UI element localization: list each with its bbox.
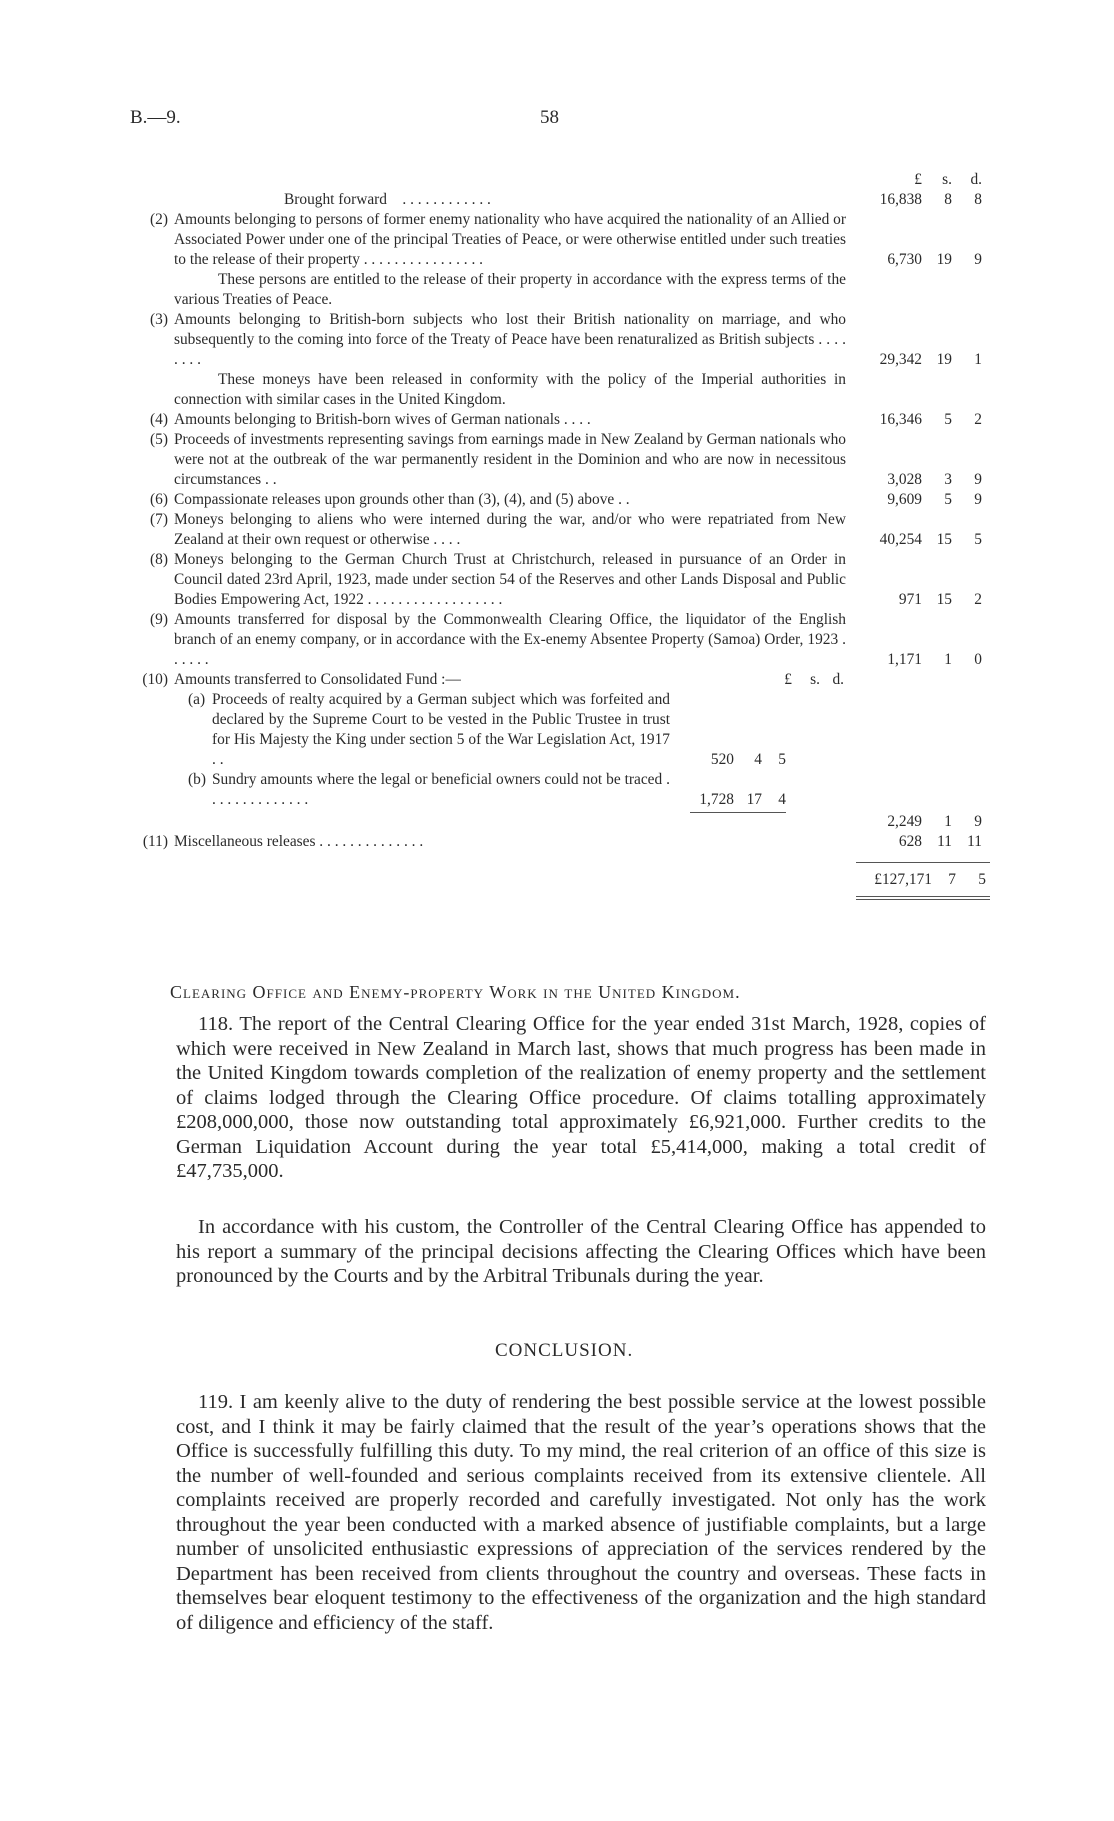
item-text: Miscellaneous releases . . . . . . . . . . . . . . [174,833,424,850]
item-note-text: These persons are entitled to the release of their property in accordance with the express terms of the various Treaties of Peace. [174,271,846,308]
item-number: (2) [150,211,168,228]
amount-shillings: 15 [936,591,952,608]
amount-shillings: 15 [936,531,952,548]
ledger-item [130,210,990,270]
amount-pounds: 16,838 [879,191,922,208]
ledger-item [130,490,990,510]
item-number: (8) [150,551,168,568]
section-heading-clearing-office: Clearing Office and Enemy-property Work in the United Kingdom. [170,982,741,1002]
item-number: (11) [142,833,168,850]
ledger-item-11 [130,832,990,852]
paragraph-118: 118. The report of the Central Clearing Office for the year ended 31st March, 1928, copies of which were received in New Zealand in March last, shows that much progress has been made in the United Kingdom towards completion of the realization of enemy property and the settlement of claims lodged through the Clearing Office procedure. Of claims totalling approximately £208,000,000, those now outstanding total approximately £6,921,000. Further credits to the German Liquidation Account during the year total £5,414,000, making a total credit of £47,735,000. [176,1013,986,1182]
amount-pounds: 1,171 [887,651,922,668]
amount-pence: 2 [974,411,982,428]
paragraph-119: 119. I am keenly alive to the duty of rendering the best possible service at the lowest possible cost, and I think it may be fairly claimed that the result of the year’s operations shows that the Office is successfully fulfilling this duty. To my mind, the real criterion of an office of this size is the number of well-founded and serious complaints received from its extensive clientele. All complaints received are properly recorded and carefully investigated. Not only has the work throughout the year been conducted with a marked absence of justifiable complaints, but a large number of unsolicited enthusiastic expressions of appreciation of the services rendered by the Department has been received from clients throughout the country and overseas. These facts in themselves bear eloquent testimony to the effectiveness of the organization and the high standard of diligence and efficiency of the staff. [176,1391,986,1634]
amount-shillings: 1 [944,813,952,830]
amount-pounds: 40,254 [879,531,922,548]
amount-shillings: 19 [936,251,952,268]
amount-pounds: 628 [898,833,922,850]
amount-pence: 2 [974,591,982,608]
subitem-text: Proceeds of realty acquired by a German subject which was forfeited and declared by the Supreme Court to be vested in the Public Trustee in trust for His Majesty the King under section 5 of the War Legislation Act, 1917 . . [212,691,670,768]
amount-pence: 9 [974,491,982,508]
leaders: . . . . . . . . . . . . [402,191,491,208]
item-number: (3) [150,311,168,328]
item-text: Moneys belonging to aliens who were interned during the war, and/or who were repatriated from New Zealand at their own request or otherwise . . . . [174,511,846,548]
subitem-a [188,690,990,770]
pence-heading: d. [970,171,982,188]
item-note [130,370,990,410]
page-number: 58 [540,107,559,128]
item-text: Amounts belonging to persons of former enemy nationality who have acquired the nationality of an Allied or Associated Power under one of the principal Treaties of Peace, or were otherwise entitled under such treaties to the release of their property . . . . . . . . . . . . . . . . [174,211,846,268]
total-shillings: 7 [948,871,956,888]
item-text: Compassionate releases upon grounds other than (3), (4), and (5) above . . [174,491,630,508]
amount-pounds: 9,609 [887,491,922,508]
total-rule-bottom-2 [856,899,990,900]
section-heading-conclusion: CONCLUSION. [495,1340,634,1361]
subitem-text: Sundry amounts where the legal or beneficial owners could not be traced . . . . . . . . . . . . . . [212,771,670,808]
subitem-pence: 5 [778,751,786,768]
amount-pounds: 3,028 [887,471,922,488]
amount-pounds: 2,249 [887,813,922,830]
amount-shillings: 5 [944,491,952,508]
amount-shillings: 5 [944,411,952,428]
brought-forward-label: Brought forward [284,191,388,208]
amount-pence: 9 [974,471,982,488]
total-pence: 5 [978,871,986,888]
item-text: Amounts belonging to British-born wives of German nationals . . . . [174,411,591,428]
item-10-total-row [130,810,990,832]
subitem-label: (a) [188,691,206,708]
item-number: (7) [150,511,168,528]
amount-pounds: 16,346 [879,411,922,428]
subitem-pounds: 520 [710,751,734,768]
brought-forward-row [130,190,990,210]
amount-pence: 11 [967,833,982,850]
subitem-pounds: 1,728 [699,791,734,808]
report-reference: B.—9. [130,107,181,128]
amount-pence: 5 [974,531,982,548]
ledger-item [130,430,990,490]
subitem-pence: 4 [778,791,786,808]
item-number: (9) [150,611,168,628]
total-rule-top [856,862,990,863]
amount-pence: 9 [974,251,982,268]
subitem-shillings: 17 [746,791,762,808]
amount-pounds: 971 [898,591,922,608]
paragraph-clearing-decisions: In accordance with his custom, the Controller of the Central Clearing Office has appended to his report a summary of the principal decisions affecting the Clearing Offices which have been pronounced by the Courts and by the Arbitral Tribunals during the year. [176,1216,986,1287]
item-number: (5) [150,431,168,448]
ledger-items [130,210,990,670]
pounds-heading: £ [914,171,922,188]
amount-pounds: 6,730 [887,251,922,268]
total-pounds: £127,171 [874,871,932,888]
ledger-item-10 [130,670,990,690]
item-text: Proceeds of investments representing savings from earnings made in New Zealand by German nationals who were not at the outbreak of the war permanently resident in the Dominion and who are now in necessitous circumstances . . [174,431,846,488]
total-rule-bottom-1 [856,896,990,897]
amount-pence: 9 [974,813,982,830]
amount-shillings: 1 [944,651,952,668]
item-number: (10) [142,671,168,688]
subitem-label: (b) [188,771,206,788]
item-note [130,270,990,310]
subitem-shillings: 4 [754,751,762,768]
subitem-b [188,770,990,810]
grand-total-row [130,852,990,904]
item-text: Amounts transferred for disposal by the Commonwealth Clearing Office, the liquidator of the English branch of an enemy company, or in accordance with the Ex-enemy Absentee Property (Samoa) Order, 1923 . . . . . . [174,611,846,668]
subtotal-rule [690,812,786,813]
sub-currency-header: £ s. d. [784,671,844,688]
ledger-item [130,410,990,430]
amount-shillings: 19 [936,351,952,368]
ledger-item [130,310,990,370]
ledger-item [130,550,990,610]
amount-pence: 8 [974,191,982,208]
ledger-item [130,610,990,670]
amount-shillings: 3 [944,471,952,488]
currency-header [130,170,990,190]
item-text: Moneys belonging to the German Church Trust at Christchurch, released in pursuance of an Order in Council dated 23rd April, 1923, made under section 54 of the Reserves and other Lands Disposal and Public Bodies Empowering Act, 1922 . . . . . . . . . . . . . . . . . . [174,551,846,608]
ledger-item [130,510,990,550]
item-number: (4) [150,411,168,428]
releases-ledger [130,170,990,904]
shillings-heading: s. [942,171,952,188]
item-note-text: These moneys have been released in conformity with the policy of the Imperial authorities in connection with similar cases in the United Kingdom. [174,371,846,408]
amount-pence: 0 [974,651,982,668]
amount-pence: 1 [974,351,982,368]
item-text: Amounts transferred to Consolidated Fund :— [174,671,461,688]
item-number: (6) [150,491,168,508]
amount-shillings: 11 [937,833,952,850]
amount-pounds: 29,342 [879,351,922,368]
amount-shillings: 8 [944,191,952,208]
item-text: Amounts belonging to British-born subjects who lost their British nationality on marriage, and who subsequently to the coming into force of the Treaty of Peace have been renaturalized as British subjects . . . . . . . . [174,311,846,368]
